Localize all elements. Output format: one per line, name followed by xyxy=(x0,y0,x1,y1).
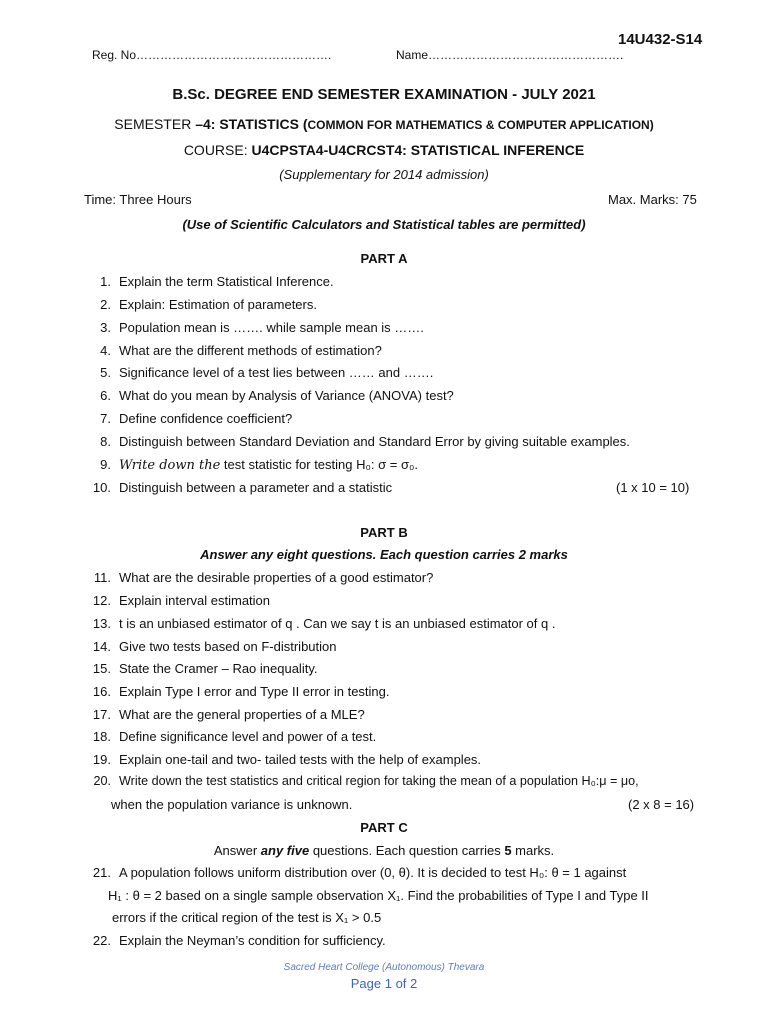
semester-number: –4 xyxy=(195,116,211,132)
question-14: 14. Give two tests based on F-distribution xyxy=(92,639,337,654)
question-11: 11. What are the desirable properties of a good estimator? xyxy=(93,570,434,585)
question-21-line-3: errors if the critical region of the test is X₁ > 0.5 xyxy=(112,910,382,925)
question-4: 4. What are the different methods of estimation? xyxy=(100,343,382,358)
part-b-heading: PART B xyxy=(360,525,408,540)
question-9: 9. Write down the test statistic for testing H₀: σ = σ₀. xyxy=(100,457,418,473)
semester-colon: : xyxy=(210,116,220,132)
reg-no-field: Reg. No…………………………………………. xyxy=(92,48,332,62)
name-field: Name…………………………………………. xyxy=(396,48,624,62)
question-17: 17. What are the general properties of a MLE? xyxy=(92,707,365,722)
part-b-instruction: Answer any eight questions. Each question carries 2 marks xyxy=(200,547,568,562)
part-c-instruction: Answer any five questions. Each question carries 5 marks. xyxy=(213,843,555,858)
question-5: 5. Significance level of a test lies between …… and ……. xyxy=(100,365,434,380)
question-19: 19. Explain one-tail and two- tailed tests with the help of examples. xyxy=(92,752,482,767)
part-a-heading: PART A xyxy=(360,251,408,266)
semester-subject: STATISTICS ( xyxy=(219,116,308,132)
footer-college: Sacred Heart College (Autonomous) Thevara xyxy=(283,962,485,973)
footer-page-number: Page 1 of 2 xyxy=(350,976,418,991)
question-6: 6. What do you mean by Analysis of Variance (ANOVA) test? xyxy=(100,388,454,403)
paper-code: 14U432-S14 xyxy=(618,31,703,48)
question-21: 21. A population follows uniform distribution over (0, θ). It is decided to test H₀: θ = 1 against xyxy=(92,865,627,880)
question-22: 22. Explain the Neyman’s condition for sufficiency. xyxy=(92,933,386,948)
question-16: 16. Explain Type I error and Type II error in testing. xyxy=(92,684,390,699)
question-10: 10. Distinguish between a parameter and a statistic xyxy=(92,480,393,495)
supplementary-note: (Supplementary for 2014 admission) xyxy=(279,167,489,182)
question-1: 1. Explain the term Statistical Inference. xyxy=(100,274,334,289)
course-line xyxy=(0,142,768,158)
exam-title: B.Sc. DEGREE END SEMESTER EXAMINATION - JULY 2021 xyxy=(172,86,596,103)
max-marks-label: Max. Marks: 75 xyxy=(608,192,697,207)
question-12: 12. Explain interval estimation xyxy=(92,593,271,608)
time-label: Time: Three Hours xyxy=(84,192,192,207)
calculator-note: (Use of Scientific Calculators and Statistical tables are permitted) xyxy=(182,217,586,232)
part-b-marks: (2 x 8 = 16) xyxy=(628,797,695,812)
question-7: 7. Define confidence coefficient? xyxy=(100,411,293,426)
question-20: 20. Write down the test statistics and critical region for taking the mean of a population H₀:μ = μo, xyxy=(93,774,639,788)
question-20-continuation: when the population variance is unknown. xyxy=(111,797,353,812)
question-2: 2. Explain: Estimation of parameters. xyxy=(100,297,317,312)
course-prefix: COURSE: xyxy=(183,142,252,158)
semester-line xyxy=(0,116,768,132)
question-13: 13. t is an unbiased estimator of q . Can we say t is an unbiased estimator of q . xyxy=(92,616,556,631)
part-a-marks: (1 x 10 = 10) xyxy=(616,480,690,495)
semester-common: COMMON FOR MATHEMATICS & COMPUTER APPLICATION) xyxy=(307,118,654,132)
question-15: 15. State the Cramer – Rao inequality. xyxy=(92,661,318,676)
semester-prefix: SEMESTER xyxy=(114,116,196,132)
question-21-line-2: H₁ : θ = 2 based on a single sample observation X₁. Find the probabilities of Type I and Type II xyxy=(108,888,649,903)
question-18: 18. Define significance level and power of a test. xyxy=(92,729,377,744)
course-title: U4CPSTA4-U4CRCST4: STATISTICAL INFERENCE xyxy=(251,142,585,158)
part-c-heading: PART C xyxy=(360,820,408,835)
question-3: 3. Population mean is ……. while sample mean is ……. xyxy=(100,320,424,335)
question-8: 8. Distinguish between Standard Deviation and Standard Error by giving suitable examples. xyxy=(100,434,630,449)
